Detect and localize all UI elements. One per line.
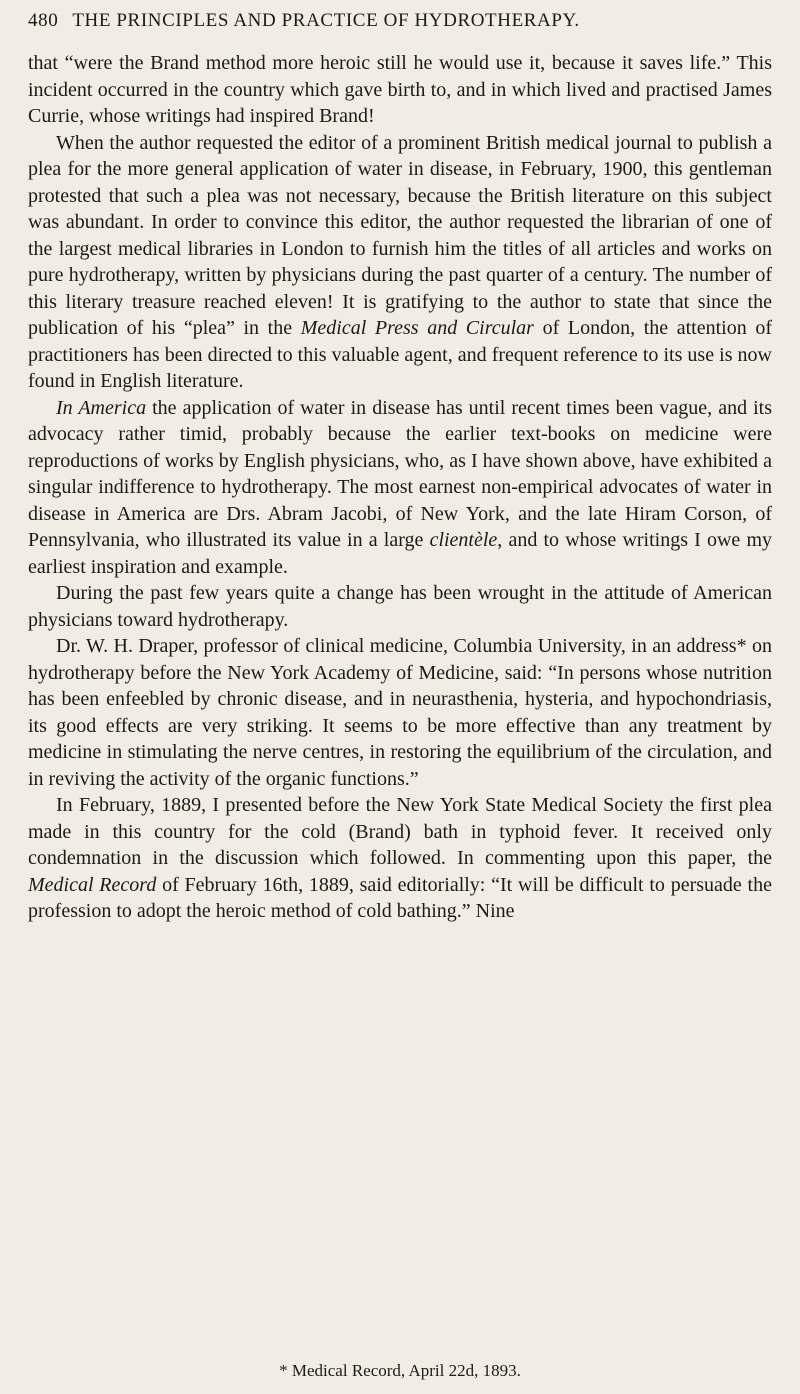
paragraph [28,792,772,925]
body-text [28,50,772,925]
italic-text: Medical Record [28,873,157,896]
text-run: of London, the attention of practitioners has been directed to this valuable agent, and frequent reference to its use is now found in English literature. [28,317,772,392]
italic-text: In America [56,396,147,419]
italic-text: clientèle [429,529,498,551]
paragraph [28,633,772,792]
text-run: When the author requested the editor of a prominent British medical journal to publish a plea for the more general application of water in disease, in February, 1900, this gentleman protested that such a plea was not necessary, because the British literature on this subject was abundant. In order to convince this editor, the author requested the librarian of one of the largest medical libraries in London to furnish him the titles of all articles and works on pure hydrotherapy, written by physicians during the past quarter of a century. The number of this literary treasure reached eleven! It is gratifying to the author to state that since the publication of his “plea” in the [28,131,772,339]
paragraph [28,50,772,130]
paragraph [28,580,772,633]
page-number: 480 [28,10,59,31]
running-title: THE PRINCIPLES AND PRACTICE OF HYDROTHERAPY. [72,10,580,31]
text-run: the application of water in disease has until recent times been vague, and its advocacy rather timid, probably because the earlier text-books on medicine were reproductions of works by English physicians, who, as I have shown above, have exhibited a singular indifference to hydrotherapy. The most earnest non-empirical advocates of water in disease in America are Drs. Abram Jacobi, of New York, and the late Hiram Corson, of Pennsylvania, who illustrated its value in a large [28,396,772,551]
text-run: In February, 1889, I presented before the New York State Medical Society the first plea made in this country for the cold (Brand) bath in typhoid fever. It received only condemnation in the discussion which followed. In commenting upon this paper, the [28,794,772,869]
text-run: of February 16th, 1889, said editorially: “It will be difficult to persuade the profession to adopt the heroic method of cold bathing.” Nine [28,873,772,922]
text-run: Dr. W. H. Draper, professor of clinical medicine, Columbia University, in an address* on hydrotherapy before the New York Academy of Medicine, said: “In persons whose nutrition has been enfeebled by chronic disease, and in neurasthenia, hysteria, and hypochondriasis, its good effects are very striking. It seems to be more effective than any treatment by medicine in stimulating the nerve centres, in restoring the equilibrium of the circulation, and in reviving the activity of the organic functions.” [28,635,772,790]
running-head [28,10,788,32]
text-run: During the past few years quite a change has been wrought in the attitude of American physicians toward hydrotherapy. [28,582,772,631]
footnote: * Medical Record, April 22d, 1893. [279,1361,521,1380]
text-run: , and to whose writings I owe my earliest inspiration and example. [28,529,772,578]
paragraph [28,395,772,581]
text-run: that “were the Brand method more heroic still he would use it, because it saves life.” This incident occurred in the country which gave birth to, and in which lived and practised James Currie, whose writings had inspired Brand! [28,52,772,127]
italic-text: Medical Press and Circular [300,317,534,339]
paragraph [28,130,772,395]
